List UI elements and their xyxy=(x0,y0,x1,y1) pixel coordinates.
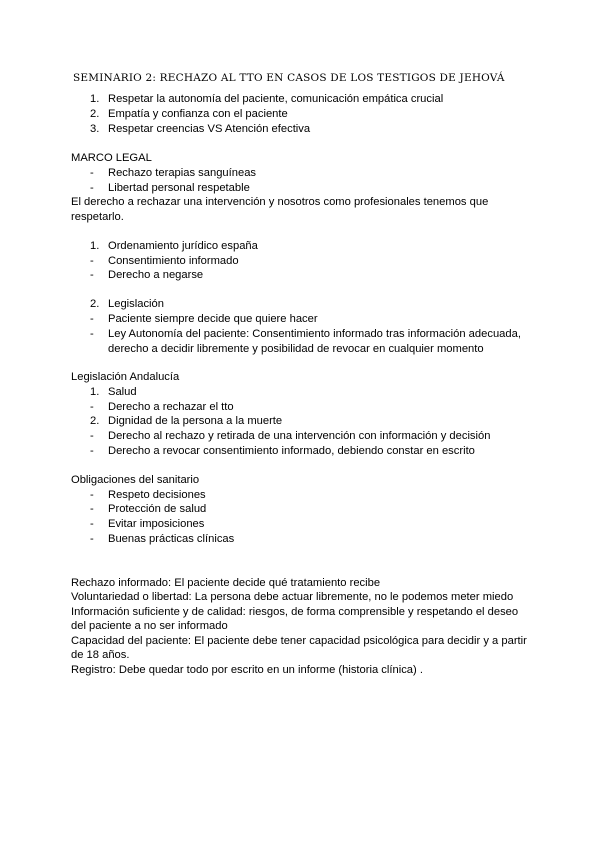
summary-line: de 18 años. xyxy=(71,649,130,661)
list-marker: - xyxy=(90,182,94,194)
list-marker: 2. xyxy=(90,298,100,310)
list-marker: 2. xyxy=(90,415,100,427)
list-marker: - xyxy=(90,533,94,545)
list-item: Respetar la autonomía del paciente, comunicación empática crucial xyxy=(108,93,444,105)
list-item: Derecho a rechazar el tto xyxy=(108,401,234,413)
list-item: Dignidad de la persona a la muerte xyxy=(108,415,283,427)
list-marker: 3. xyxy=(90,123,100,135)
list-marker: 1. xyxy=(90,386,100,398)
list-marker: - xyxy=(90,518,94,530)
list-marker: 2. xyxy=(90,108,100,120)
list-item: Empatía y confianza con el paciente xyxy=(108,108,288,120)
subsection-heading-legislacion: Legislación xyxy=(108,298,164,310)
list-item: Evitar imposiciones xyxy=(108,518,205,530)
summary-line: Registro: Debe quedar todo por escrito en un informe (historia clínica) . xyxy=(71,664,423,676)
list-marker: - xyxy=(90,328,94,340)
list-marker: - xyxy=(90,489,94,501)
section-heading-obligaciones: Obligaciones del sanitario xyxy=(71,474,200,486)
list-marker: - xyxy=(90,269,94,281)
paragraph-line: respetarlo. xyxy=(71,211,124,223)
list-item: Rechazo terapias sanguíneas xyxy=(108,167,257,179)
summary-line: Capacidad del paciente: El paciente debe tener capacidad psicológica para decidir y a partir xyxy=(71,635,527,647)
list-marker: - xyxy=(90,503,94,515)
list-item: Derecho al rechazo y retirada de una intervención con información y decisión xyxy=(108,430,491,442)
list-item: Protección de salud xyxy=(108,503,207,515)
list-item: Salud xyxy=(108,386,137,398)
list-marker: - xyxy=(90,430,94,442)
list-item: Libertad personal respetable xyxy=(108,182,250,194)
list-marker: - xyxy=(90,401,94,413)
subsection-heading-ordenamiento: Ordenamiento jurídico españa xyxy=(108,240,258,252)
list-item: Derecho a negarse xyxy=(108,269,204,281)
list-marker: - xyxy=(90,445,94,457)
list-item: Paciente siempre decide que quiere hacer xyxy=(108,313,318,325)
list-marker: 1. xyxy=(90,240,100,252)
list-marker: 1. xyxy=(90,93,100,105)
section-heading-marco-legal: MARCO LEGAL xyxy=(71,152,152,164)
list-marker: - xyxy=(90,167,94,179)
list-item: Derecho a revocar consentimiento informado, debiendo constar en escrito xyxy=(108,445,475,457)
paragraph-line: El derecho a rechazar una intervención y nosotros como profesionales tenemos que xyxy=(71,196,489,208)
list-item: Respeto decisiones xyxy=(108,489,206,501)
list-item: Consentimiento informado xyxy=(108,255,239,267)
list-marker: - xyxy=(90,255,94,267)
document-title: SEMINARIO 2: RECHAZO AL TTO EN CASOS DE LOS TESTIGOS DE JEHOVÁ xyxy=(73,72,505,84)
section-heading-andalucia: Legislación Andalucía xyxy=(71,371,180,383)
summary-line: Voluntariedad o libertad: La persona debe actuar libremente, no le podemos meter miedo xyxy=(71,591,514,603)
list-item-continuation: derecho a decidir libremente y posibilidad de revocar en cualquier momento xyxy=(108,343,484,355)
summary-line: del paciente a no ser informado xyxy=(71,620,228,632)
list-marker: - xyxy=(90,313,94,325)
summary-line: Información suficiente y de calidad: riesgos, de forma comprensible y respetando el deseo xyxy=(71,606,519,618)
list-item: Ley Autonomía del paciente: Consentimiento informado tras información adecuada, xyxy=(108,328,521,340)
list-item: Buenas prácticas clínicas xyxy=(108,533,235,545)
summary-line: Rechazo informado: El paciente decide qué tratamiento recibe xyxy=(71,577,381,589)
list-item: Respetar creencias VS Atención efectiva xyxy=(108,123,311,135)
